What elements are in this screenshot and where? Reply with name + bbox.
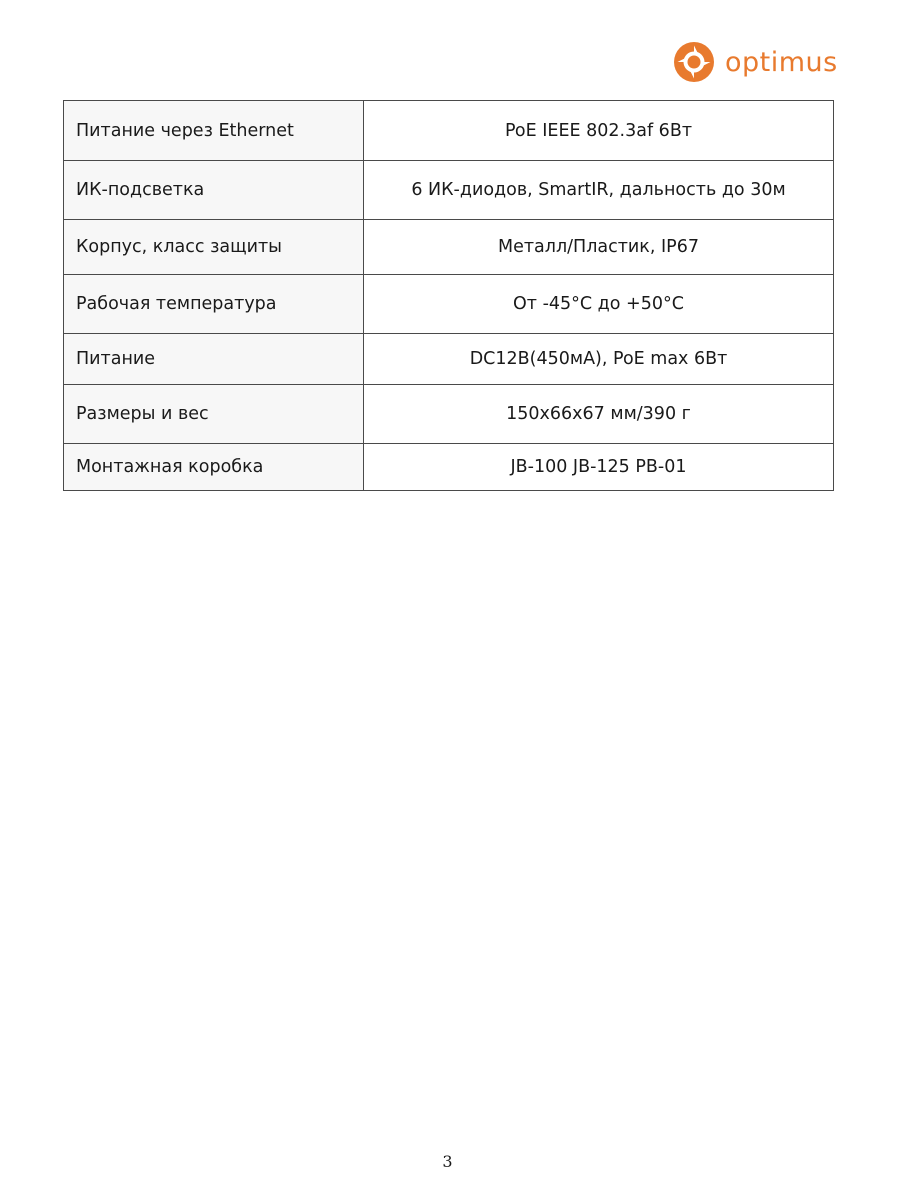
spec-value: Металл/Пластик, IP67 bbox=[364, 220, 834, 275]
spec-value: 6 ИК-диодов, SmartIR, дальность до 30м bbox=[364, 161, 834, 220]
page-number: 3 bbox=[442, 1152, 453, 1171]
table-row bbox=[64, 275, 834, 334]
spec-value: PoE IEEE 802.3af 6Вт bbox=[364, 101, 834, 161]
table-row bbox=[64, 220, 834, 275]
spec-value: От -45°C до +50°C bbox=[364, 275, 834, 334]
spec-label: ИК-подсветка bbox=[64, 161, 364, 220]
spec-label: Корпус, класс защиты bbox=[64, 220, 364, 275]
table-row bbox=[64, 101, 834, 161]
spec-value: 150х66х67 мм/390 г bbox=[364, 385, 834, 444]
spec-label: Размеры и вес bbox=[64, 385, 364, 444]
table-row bbox=[64, 444, 834, 491]
spec-label: Монтажная коробка bbox=[64, 444, 364, 491]
brand-logo bbox=[672, 40, 838, 84]
spec-label: Питание через Ethernet bbox=[64, 101, 364, 161]
logo-wordmark: optimus bbox=[725, 46, 838, 78]
table-row bbox=[64, 334, 834, 385]
spec-label: Питание bbox=[64, 334, 364, 385]
table-row bbox=[64, 161, 834, 220]
optimus-logo-icon bbox=[672, 40, 716, 84]
spec-label: Рабочая температура bbox=[64, 275, 364, 334]
spec-value: DC12В(450мА), PoE max 6Вт bbox=[364, 334, 834, 385]
table-row bbox=[64, 385, 834, 444]
spec-value: JB-100 JB-125 PB-01 bbox=[364, 444, 834, 491]
specifications-table bbox=[63, 100, 834, 491]
